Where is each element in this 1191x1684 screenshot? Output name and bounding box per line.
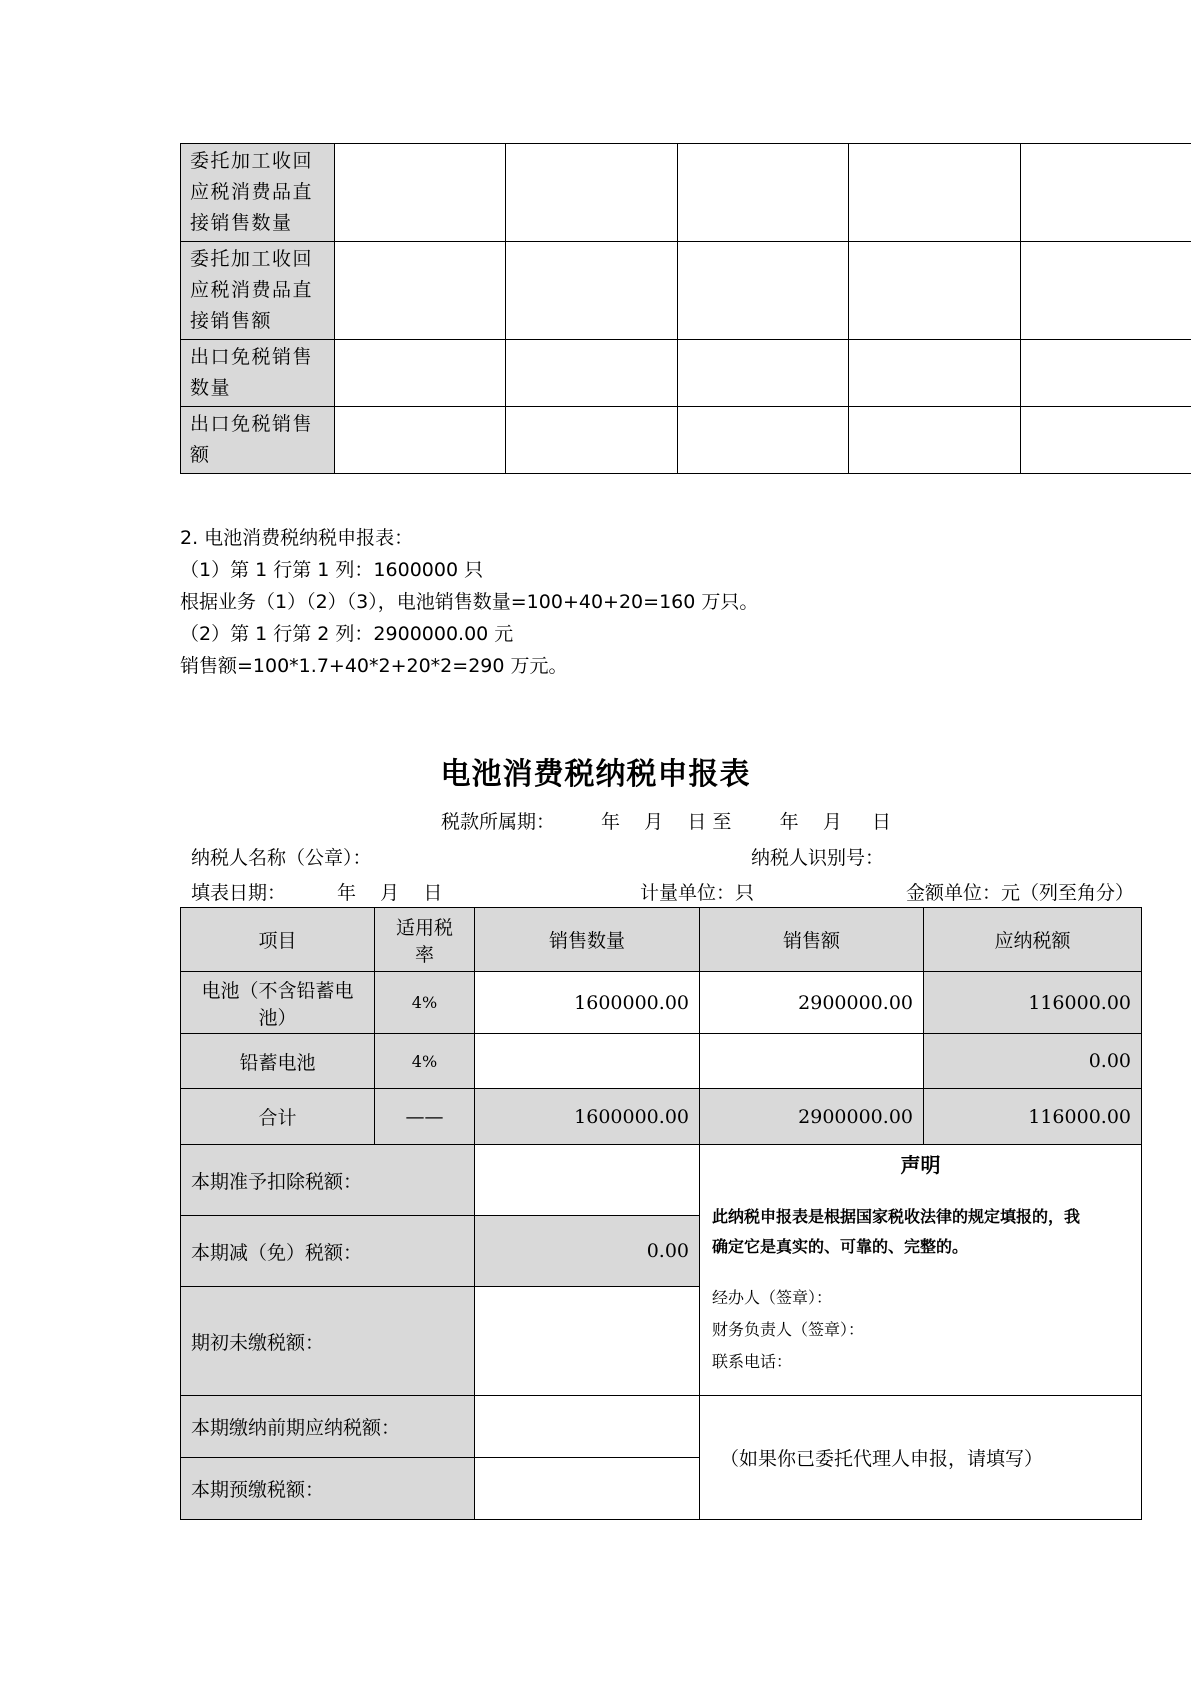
table-cell xyxy=(506,242,677,340)
row-label xyxy=(181,340,335,407)
fill-date-label: 填表日期： xyxy=(191,882,287,904)
table-cell xyxy=(1020,407,1191,474)
fill-date-text: 年 月 日 xyxy=(337,882,443,904)
tax-cell: 116000.00 xyxy=(924,972,1142,1034)
label-line: 接销售数量 xyxy=(190,212,293,234)
label-line: 数量 xyxy=(190,377,232,399)
item-line: 池） xyxy=(258,1006,297,1029)
label-line: 接销售额 xyxy=(190,310,273,332)
explanation-line: 2. 电池消费税纳税申报表： xyxy=(180,527,414,549)
header-sales: 销售额 xyxy=(700,908,924,972)
label-line: 应税消费品直 xyxy=(190,181,314,203)
label-line: 出口免税销售 xyxy=(190,413,314,435)
sales-field[interactable] xyxy=(700,1034,924,1089)
row-label xyxy=(181,407,335,474)
table-cell xyxy=(334,144,505,242)
form-title: 电池消费税纳税申报表 xyxy=(440,757,751,792)
table-cell xyxy=(506,144,677,242)
item-line: 电池（不含铅蓄电 xyxy=(201,979,354,1002)
table-cell xyxy=(334,407,505,474)
agent-label: 经办人（签章）： xyxy=(712,1288,833,1307)
declaration-body xyxy=(712,1202,1129,1262)
tax-total: 116000.00 xyxy=(924,1089,1142,1145)
sales-total: 2900000.00 xyxy=(700,1089,924,1145)
phone-label: 联系电话： xyxy=(712,1352,793,1371)
unpaid-label: 期初未缴税额： xyxy=(181,1287,475,1396)
header-item: 项目 xyxy=(181,908,375,972)
table-cell xyxy=(1020,242,1191,340)
taxpayer-id-label: 纳税人识别号： xyxy=(751,847,885,869)
table-cell xyxy=(506,407,677,474)
item-lead-battery: 铅蓄电池 xyxy=(181,1034,375,1089)
rate-cell: 4% xyxy=(375,972,475,1034)
table-cell xyxy=(1020,340,1191,407)
proxy-note: （如果你已委托代理人申报，请填写） xyxy=(700,1396,1142,1520)
taxpayer-name-label: 纳税人名称（公章）： xyxy=(191,847,372,869)
table-cell xyxy=(677,340,848,407)
table-cell xyxy=(1020,144,1191,242)
declaration-body-line: 此纳税申报表是根据国家税收法律的规定填报的，我 xyxy=(712,1207,1081,1226)
row-label xyxy=(181,242,335,340)
explanation-line: （1）第 1 行第 1 列：1600000 只 xyxy=(180,559,484,581)
prepaid-field[interactable] xyxy=(475,1458,700,1520)
rate-cell: 4% xyxy=(375,1034,475,1089)
row-label xyxy=(181,144,335,242)
table-cell xyxy=(849,144,1020,242)
label-line: 额 xyxy=(190,444,211,466)
explanation-line: 销售额=100*1.7+40*2+20*2=290 万元。 xyxy=(180,655,568,677)
label-line: 出口免税销售 xyxy=(190,346,314,368)
header-qty: 销售数量 xyxy=(475,908,700,972)
item-total: 合计 xyxy=(181,1089,375,1145)
declaration-body-line: 确定它是真实的、可靠的、完整的。 xyxy=(712,1237,969,1256)
unpaid-field[interactable] xyxy=(475,1287,700,1396)
deduct-field[interactable] xyxy=(475,1145,700,1216)
label-line: 应税消费品直 xyxy=(190,279,314,301)
qty-field[interactable] xyxy=(475,1034,700,1089)
tax-return-form xyxy=(180,907,1142,1520)
explanation-line: 根据业务（1）（2）（3），电池销售数量=100+40+20=160 万只。 xyxy=(180,591,759,613)
table-cell xyxy=(677,144,848,242)
header-rate-line: 适用税 xyxy=(395,916,453,939)
header-rate-line: 率 xyxy=(414,943,434,966)
declaration xyxy=(700,1145,1142,1396)
table-cell xyxy=(849,407,1020,474)
rate-cell: —— xyxy=(375,1089,475,1145)
explanation-line: （2）第 1 行第 2 列：2900000.00 元 xyxy=(180,623,514,645)
item-battery xyxy=(181,972,375,1034)
prepay-before-label: 本期缴纳前期应纳税额： xyxy=(181,1396,475,1458)
table-cell xyxy=(677,242,848,340)
explanation xyxy=(180,522,758,682)
declaration-title: 声明 xyxy=(900,1153,941,1177)
label-line: 委托加工收回 xyxy=(190,248,314,270)
table-cell xyxy=(334,340,505,407)
header-tax: 应纳税额 xyxy=(924,908,1142,972)
tax-cell: 0.00 xyxy=(924,1034,1142,1089)
table-cell xyxy=(677,407,848,474)
table-cell xyxy=(849,242,1020,340)
sales-field[interactable]: 2900000.00 xyxy=(700,972,924,1034)
deduct-label: 本期准予扣除税额： xyxy=(181,1145,475,1216)
qty-total: 1600000.00 xyxy=(475,1089,700,1145)
header-rate xyxy=(375,908,475,972)
period-label: 税款所属期： xyxy=(441,811,556,833)
table-cell xyxy=(506,340,677,407)
reduce-field[interactable]: 0.00 xyxy=(475,1216,700,1287)
unit-label: 计量单位：只 xyxy=(640,882,755,904)
prepaid-label: 本期预缴税额： xyxy=(181,1458,475,1520)
finance-label: 财务负责人（签章）： xyxy=(712,1320,865,1339)
qty-field[interactable]: 1600000.00 xyxy=(475,972,700,1034)
amount-unit-label: 金额单位：元（列至角分） xyxy=(906,882,1135,904)
signatures xyxy=(712,1282,1129,1378)
table-cell xyxy=(334,242,505,340)
continued-table xyxy=(180,143,1191,474)
table-cell xyxy=(849,340,1020,407)
prepay-before-field[interactable] xyxy=(475,1396,700,1458)
label-line: 委托加工收回 xyxy=(190,150,314,172)
reduce-label: 本期减（免）税额： xyxy=(181,1216,475,1287)
period-text: 年 月 日 至 年 月 日 xyxy=(601,811,892,833)
